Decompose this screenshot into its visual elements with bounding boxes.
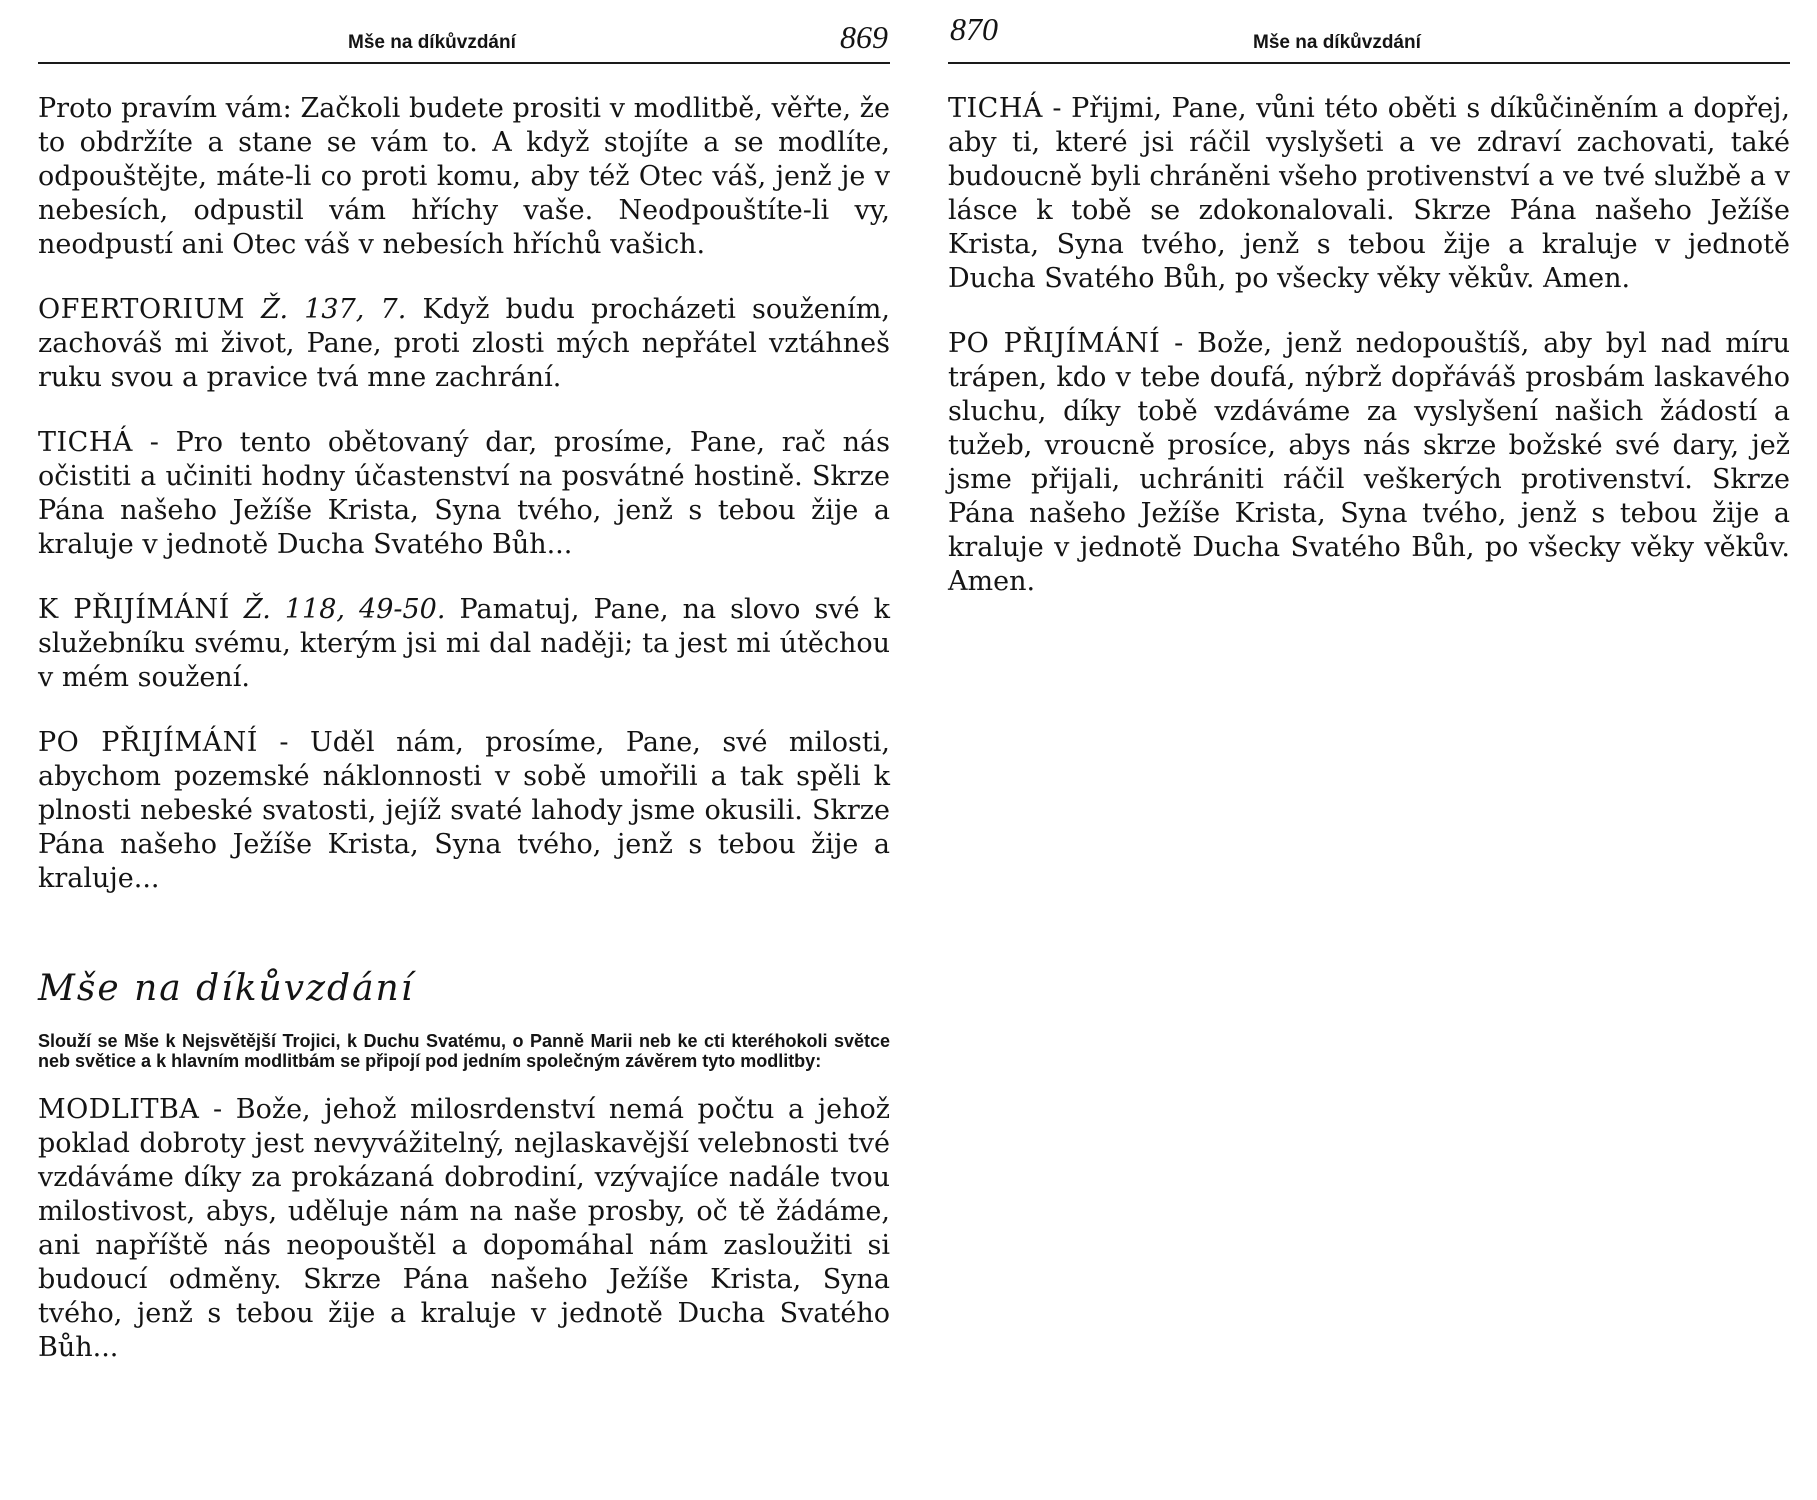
communion-label: K PŘIJÍMÁNÍ xyxy=(38,594,230,625)
rubric-note: Slouží se Mše k Nejsvětější Trojici, k Duchu Svatému, o Panně Marii neb ke cti kteréhokoli světce neb světice a k hlavním modlitbám se připojí pod jedním společným závěrem tyto modlitby: xyxy=(38,1031,890,1071)
communion-paragraph xyxy=(38,593,890,695)
offertory-text: Když budu procházeti soužením, zachováš mi život, Pane, proti zlosti mých nepřátel vztáhneš ruku svou a pravice tvá mne zachrání. xyxy=(38,294,890,393)
offertory-paragraph xyxy=(38,293,890,395)
communion-reference: Ž. 118, 49-50. xyxy=(243,594,446,625)
prayer-text: Bože, jehož milosrdenství nemá počtu a jehož poklad dobroty jest nevyvážitelný, nejlaskavější velebnosti tvé vzdáváme díky za prokázaná dobrodiní, vzývajíce nadále tvou milostivost, abys, uděluje nám na naše prosby, oč tě žádáme, ani napříště nás neopouštěl a dopomáhal nám zasloužiti si budoucí odměny. Skrze Pána našeho Ježíše Krista, Syna tvého, jenž s tebou žije a kraluje v jednotě Ducha Svatého Bůh... xyxy=(38,1094,890,1363)
postcommunion-label: PO PŘIJÍMÁNÍ xyxy=(948,328,1161,359)
secret-label: TICHÁ xyxy=(38,427,133,458)
offertory-label: OFERTORIUM xyxy=(38,294,245,325)
running-head xyxy=(38,19,890,64)
offertory-reference: Ž. 137, 7. xyxy=(261,294,407,325)
postcommunion-text: Bože, jenž nedopouštíš, aby byl nad míru trápen, kdo v tebe doufá, nýbrž dopřáváš prosbám laskavého sluchu, díky tobě vzdáváme za vyslyšení našich žádostí a tužeb, vroucně prosíce, abys nás skrze božské své dary, jež jsme přijali, uchrániti ráčil veškerých protivenství. Skrze Pána našeho Ježíše Krista, Syna tvého, jenž s tebou žije a kraluje v jednotě Ducha Svatého Bůh, po všecky věky věkův. Amen. xyxy=(948,328,1790,597)
postcommunion-paragraph: PO PŘIJÍMÁNÍ - Uděl nám, prosíme, Pane, své milosti, abychom pozemské náklonnosti v sobě umořili a tak spěli k plnosti nebeské svatosti, jejíž svaté lahody jsme okusili. Skrze Pána našeho Ježíše Krista, Syna tvého, jenž s tebou žije a kraluje... xyxy=(38,727,890,894)
prayer-paragraph: MODLITBA - Bože, jehož milosrdenství nemá počtu a jehož poklad dobroty jest nevyvážitelný, nejlaskavější velebnosti tvé vzdáváme díky za prokázaná dobrodiní, vzývajíce nadále tvou milostivost, abys, uděluje nám na naše prosby, oč tě žádáme, ani napříště nás neopouštěl a dopomáhal nám zasloužiti si budoucí odměny. Skrze Pána našeho Ježíše Krista, Syna tvého, jenž s tebou žije a kraluje v jednotě Ducha Svatého Bůh... xyxy=(38,1094,890,1363)
prayer-label: MODLITBA xyxy=(38,1094,200,1125)
section-title: Mše na díkůvzdání xyxy=(38,968,415,1009)
secret-text: Přijmi, Pane, vůni této oběti s díkůčiněním a dopřej, aby ti, které jsi ráčil vyslyšeti a ve zdraví zachovati, také budoucně byli chráněni všeho protivenství a ve tvé službě a v lásce k tobě se zdokonalovali. Skrze Pána našeho Ježíše Krista, Syna tvého, jenž s tebou žije a kraluje v jednotě Ducha Svatého Bůh, po všecky věky věkův. Amen. xyxy=(948,93,1790,294)
left-page xyxy=(38,0,890,1500)
page-number: 870 xyxy=(950,11,998,47)
page-number: 869 xyxy=(840,19,888,55)
secret-paragraph: TICHÁ - Přijmi, Pane, vůni této oběti s díkůčiněním a dopřej, aby ti, které jsi ráčil vyslyšeti a ve zdraví zachovati, také budoucně byli chráněni všeho protivenství a ve tvé službě a v lásce k tobě se zdokonalovali. Skrze Pána našeho Ježíše Krista, Syna tvého, jenž s tebou žije a kraluje v jednotě Ducha Svatého Bůh, po všecky věky věkův. Amen. xyxy=(948,93,1790,294)
secret-paragraph: TICHÁ - Pro tento obětovaný dar, prosíme, Pane, rač nás očistiti a učiniti hodny účastenství na posvátné hostině. Skrze Pána našeho Ježíše Krista, Syna tvého, jenž s tebou žije a kraluje v jednotě Ducha Svatého Bůh... xyxy=(38,427,890,560)
running-title: Mše na díkůvzdání xyxy=(1253,32,1421,53)
secret-label: TICHÁ xyxy=(948,93,1043,124)
communion-text: Pamatuj, Pane, na slovo své k služebníku svému, kterým jsi mi dal naději; ta jest mi útěchou v mém soužení. xyxy=(38,594,890,693)
running-title: Mše na díkůvzdání xyxy=(348,32,516,53)
right-page xyxy=(948,0,1790,1500)
page-body xyxy=(948,92,1790,630)
postcommunion-paragraph: PO PŘIJÍMÁNÍ - Bože, jenž nedopouštíš, aby byl nad míru trápen, kdo v tebe doufá, nýbrž dopřáváš prosbám laskavého sluchu, díky tobě vzdáváme za vyslyšení našich žádostí a tužeb, vroucně prosíce, abys nás skrze božské své dary, jež jsme přijali, uchrániti ráčil veškerých protivenství. Skrze Pána našeho Ježíše Krista, Syna tvého, jenž s tebou žije a kraluje v jednotě Ducha Svatého Bůh, po všecky věky věkův. Amen. xyxy=(948,328,1790,597)
postcommunion-label: PO PŘIJÍMÁNÍ xyxy=(38,727,258,758)
page-body xyxy=(38,92,890,1396)
gospel-paragraph: Proto pravím vám: Začkoli budete prositi v modlitbě, věřte, že to obdržíte a stane se vám to. A když stojíte a se modlíte, odpouštějte, máte-li co proti komu, aby též Otec váš, jenž je v nebesích, odpustil vám hříchy vaše. Neodpouštíte-li vy, neodpustí ani Otec váš v nebesích hříchů vašich. xyxy=(38,93,890,260)
postcommunion-text: Uděl nám, prosíme, Pane, své milosti, abychom pozemské náklonnosti v sobě umořili a tak spěli k plnosti nebeské svatosti, jejíž svaté lahody jsme okusili. Skrze Pána našeho Ježíše Krista, Syna tvého, jenž s tebou žije a kraluje... xyxy=(38,727,890,894)
running-head xyxy=(948,11,1790,64)
secret-text: Pro tento obětovaný dar, prosíme, Pane, rač nás očistiti a učiniti hodny účastenství na posvátné hostině. Skrze Pána našeho Ježíše Krista, Syna tvého, jenž s tebou žije a kraluje v jednotě Ducha Svatého Bůh... xyxy=(38,427,890,560)
